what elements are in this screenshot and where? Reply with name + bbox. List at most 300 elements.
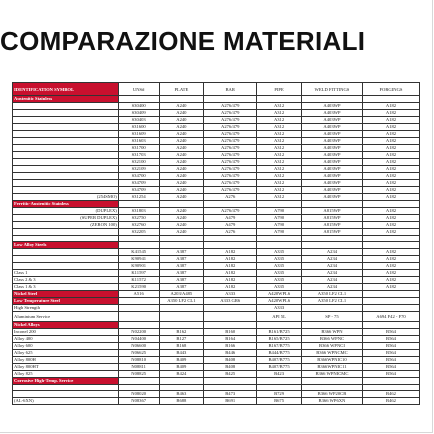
table-cell: A182 [362,131,419,138]
table-row [13,166,420,173]
table-row [13,263,420,270]
table-row [13,110,420,117]
table-cell [118,96,159,103]
header-forgings: FORGINGS [362,83,419,96]
table-cell: K21590 [118,284,159,291]
table-cell: N08020 [118,391,159,398]
section-label: Low Alloy Steels [13,242,119,249]
table-cell: A182 [362,208,419,215]
table-cell: B409 [159,364,204,371]
table-cell: B408 [204,364,257,371]
table-cell: A403WP [301,173,362,180]
table-cell: A276/479 [204,152,257,159]
table-cell [118,322,159,329]
table-cell [301,96,362,103]
table-cell: A182 [362,249,419,256]
table-cell: A276/479 [204,103,257,110]
table-cell: A234 [301,249,362,256]
table-row [13,391,420,398]
row-label [13,138,119,145]
table-cell: A387 [159,270,204,277]
table-cell: B164 [204,336,257,343]
table-cell: A240 [159,180,204,187]
table-cell: A234 [301,284,362,291]
materials-comparison-table [12,82,420,405]
row-label: Alloy 825 [13,371,119,378]
table-cell: N06600 [118,343,159,350]
row-label: High Strength [13,305,119,312]
section-label: Ferritic-Austenitic Stainless [13,201,119,208]
table-cell [257,378,302,385]
table-cell: A403WP [301,152,362,159]
table-row [13,329,420,336]
table-row [13,215,420,222]
table-row [13,305,420,312]
table-cell: A335 [257,284,302,291]
table-cell: A815WP [301,222,362,229]
row-label [13,103,119,110]
row-label: Alloy 600 [13,343,119,350]
section-label: Nickel Steel [13,291,119,298]
table-cell: A790 [257,208,302,215]
table-cell: A387 [159,263,204,270]
table-cell: A420WPL6 [257,298,302,305]
table-cell: A276/479 [204,110,257,117]
table-cell: A182 [362,187,419,194]
table-cell [159,312,204,322]
table-cell: N06625 [118,350,159,357]
header-pipe: PIPE [257,83,302,96]
table-cell: A403WP [301,194,362,201]
table-cell: K90941 [118,256,159,263]
table-cell [118,242,159,249]
table-cell [118,201,159,208]
table-section-row [13,201,420,208]
table-cell: A815WP [301,215,362,222]
row-label [13,131,119,138]
table-cell: A182 [204,263,257,270]
table-body [13,96,420,405]
table-cell: A403WP [301,124,362,131]
table-cell: A312 [257,173,302,180]
table-cell: A516 [118,291,159,298]
table-cell: S30409 [118,110,159,117]
table-cell: A312 [257,194,302,201]
table-cell: B691 [204,398,257,405]
table-cell: A276/479 [204,166,257,173]
table-cell: A403WP [301,180,362,187]
table-cell [159,242,204,249]
table-cell: A182 [362,103,419,110]
table-cell: N02200 [118,329,159,336]
table-cell: A240 [159,208,204,215]
table-cell: B564 [362,336,419,343]
table-cell: N08811 [118,364,159,371]
table-cell: A240 [159,187,204,194]
table-cell: B443 [159,350,204,357]
table-row [13,173,420,180]
table-cell: S31609 [118,131,159,138]
table-cell: A276/479 [204,124,257,131]
table-cell: S31254 [118,194,159,201]
header-weld-fittings: WELD FITTINGS [301,83,362,96]
table-cell: A182 [362,145,419,152]
table-cell: SP - 75 [301,312,362,322]
table-cell: K11572 [118,277,159,284]
table-cell: B463 [159,391,204,398]
table-cell: A182 [362,277,419,284]
row-label: (DUPLEX) [13,208,119,215]
table-cell: A276 [204,229,257,236]
table-row [13,364,420,371]
table-cell: S32109 [118,166,159,173]
table-cell: A182 [204,284,257,291]
row-label [13,173,119,180]
section-label: Nickel Alloys [13,322,119,329]
table-cell: S34709 [118,187,159,194]
table-cell: N08810 [118,357,159,364]
row-label [13,256,119,263]
table-cell: A182 [362,110,419,117]
table-cell: A333 GR6 [204,298,257,305]
table-cell: A240 [159,229,204,236]
table-cell [257,242,302,249]
table-cell: B564 [362,343,419,350]
table-cell: S30400 [118,103,159,110]
table-cell [257,322,302,329]
table-row [13,208,420,215]
row-label [13,117,119,124]
table-cell: B564 [362,350,419,357]
table-cell: A312 [257,124,302,131]
table-row [13,152,420,159]
table-cell: A312 [257,145,302,152]
table-cell: S32205 [118,229,159,236]
table-cell [362,378,419,385]
table-cell [204,305,257,312]
table-cell [257,96,302,103]
table-cell: B162 [159,329,204,336]
table-cell: B161/B725 [257,329,302,336]
table-cell [118,378,159,385]
table-cell: B408 [204,357,257,364]
table-row [13,117,420,124]
row-label: (ZERON 100) [13,222,119,229]
table-row [13,187,420,194]
table-cell: B425 [204,371,257,378]
table-cell: A240 [159,124,204,131]
header-plate: PLATE [159,83,204,96]
table-cell: B366 WPNCMC [301,350,362,357]
table-cell: A240 [159,152,204,159]
table-cell: A240 [159,131,204,138]
table-cell: A182 [204,277,257,284]
row-label [13,180,119,187]
table-row [13,371,420,378]
table-cell: A815WP [301,229,362,236]
table-cell: S31703 [118,152,159,159]
table-cell: A420WPL6 [257,291,302,298]
section-label: Low Temperature Steel [13,298,119,305]
table-cell: A350 LF2 CL1 [159,298,204,305]
table-cell: A694 F42 - F70 [362,312,419,322]
table-cell: A276/479 [204,145,257,152]
table-cell: A240 [159,110,204,117]
row-label: Alloy 800H [13,357,119,364]
table-row [13,229,420,236]
table-cell: A182 [362,256,419,263]
table-cell: A387 [159,249,204,256]
table-cell: B366WPNIC10 [301,357,362,364]
section-label: Corrosive High-Temp. Service [13,378,119,385]
table-cell: A387 [159,277,204,284]
table-cell: B462 [362,398,419,405]
table-row [13,180,420,187]
table-row [13,159,420,166]
table-cell: A234 [301,277,362,284]
table-row [13,194,420,201]
table-cell: B366 WPNC [301,336,362,343]
table-cell: B423 [257,371,302,378]
table-row [13,249,420,256]
table-cell: B366 WP20CB [301,391,362,398]
table-cell: A182 [204,249,257,256]
table-cell: A333 [204,291,257,298]
table-cell: A350 LF2 CL1 [301,298,362,305]
table-cell: A203/A485 [159,291,204,298]
table-cell [118,298,159,305]
table-cell [257,201,302,208]
table-cell: K11597 [118,270,159,277]
table-cell: A182 [362,229,419,236]
table-cell: A182 [362,152,419,159]
table-section-row [13,96,420,103]
table-section-row [13,298,420,305]
table-cell: A276/479 [204,159,257,166]
table-header-row [13,83,420,96]
table-cell [301,201,362,208]
table-row [13,256,420,263]
table-cell: A182 [362,284,419,291]
row-label [13,391,119,398]
row-label [13,145,119,152]
table-cell: A312 [257,117,302,124]
table-cell: B127 [159,336,204,343]
header-bar: BAR [204,83,257,96]
table-row [13,270,420,277]
table-cell: A276/479 [204,180,257,187]
table-cell: B167/B775 [257,343,302,350]
table-cell [118,312,159,322]
table-cell: A403WP [301,110,362,117]
row-label: Aluminium Service [13,312,119,322]
table-cell: A403WP [301,187,362,194]
table-cell: A182 [362,138,419,145]
table-cell [362,291,419,298]
materials-comparison-table-wrapper [12,82,420,405]
table-cell: A312 [257,180,302,187]
table-cell: A182 [362,117,419,124]
row-label: Alloy 400 [13,336,119,343]
table-cell: A182 [204,270,257,277]
table-cell: A312 [257,138,302,145]
table-cell: B166 [204,343,257,350]
table-cell: A335 [257,277,302,284]
table-cell: A387 [159,256,204,263]
table-cell: A276/479 [204,187,257,194]
table-cell: A182 [362,173,419,180]
table-cell: B407/B775 [257,364,302,371]
table-cell: A276/479 [204,117,257,124]
table-cell: A182 [362,263,419,270]
table-cell: A240 [159,145,204,152]
table-cell: B366 WPNCI [301,343,362,350]
page-title: COMPARAZIONE MATERIALI [0,26,366,56]
table-cell: A403WP [301,166,362,173]
table-cell [301,242,362,249]
table-cell: B564 [362,329,419,336]
row-label [13,110,119,117]
table-cell: A815WP [301,208,362,215]
table-cell: A335 [257,249,302,256]
table-cell: A276/479 [204,131,257,138]
table-cell: B165/B725 [257,336,302,343]
table-cell: B424 [159,371,204,378]
table-cell [362,96,419,103]
table-cell: N04400 [118,336,159,343]
table-row [13,343,420,350]
table-cell: A240 [159,215,204,222]
table-cell: K41545 [118,249,159,256]
row-label: Inconel 200 [13,329,119,336]
row-label: (AL-6XN) [13,398,119,405]
table-cell: A240 [159,222,204,229]
table-cell: A403WP [301,117,362,124]
table-row [13,357,420,364]
row-label [13,159,119,166]
table-cell: A276 [204,194,257,201]
row-label [13,229,119,236]
table-cell: A234 [301,256,362,263]
table-cell: A276/479 [204,138,257,145]
table-cell: A182 [362,222,419,229]
table-cell: B688 [159,398,204,405]
table-cell [362,201,419,208]
table-cell: B675 [257,398,302,405]
table-cell: A335 [257,256,302,263]
table-section-row [13,378,420,385]
table-cell [301,378,362,385]
table-row [13,131,420,138]
table-cell [159,96,204,103]
table-row [13,284,420,291]
table-cell: A240 [159,159,204,166]
table-cell [159,305,204,312]
table-row [13,277,420,284]
table-cell [362,242,419,249]
table-cell [301,322,362,329]
table-section-row [13,291,420,298]
table-cell: A479 [204,222,257,229]
table-row [13,312,420,322]
table-cell: A182 [362,166,419,173]
table-cell: A276/479 [204,173,257,180]
table-cell: B462 [362,391,419,398]
table-cell: B729 [257,391,302,398]
table-cell: S34709 [118,180,159,187]
table-cell [159,378,204,385]
table-cell: A403WP [301,145,362,152]
table-cell [118,305,159,312]
row-label: Alloy 800HT [13,364,119,371]
table-cell: A240 [159,173,204,180]
table-cell [204,201,257,208]
table-row [13,138,420,145]
table-cell: A182 [362,180,419,187]
row-label: Class 1 [13,270,119,277]
table-cell: A350 LF2 CL1 [301,291,362,298]
table-row [13,336,420,343]
table-row [13,103,420,110]
table-cell: B444/B775 [257,350,302,357]
table-cell: A403WP [301,103,362,110]
table-cell: A335 [257,263,302,270]
table-cell: A234 [301,270,362,277]
table-section-row [13,242,420,249]
table-cell: B366 WPN [301,329,362,336]
row-label [13,263,119,270]
table-cell: A312 [257,110,302,117]
table-cell: A182 [204,256,257,263]
table-cell: A240 [159,194,204,201]
table-cell: A403WP [301,159,362,166]
table-cell: A479 [204,215,257,222]
row-label [13,152,119,159]
table-cell [204,312,257,322]
row-label: Class 2 & 3 [13,277,119,284]
section-label: Austenitic Stainless [13,96,119,103]
table-cell: N08367 [118,398,159,405]
row-label [13,166,119,173]
table-cell: N08825 [118,371,159,378]
table-cell: S31603 [118,138,159,145]
table-cell: S30403 [118,117,159,124]
table-cell [301,305,362,312]
table-cell: S31600 [118,124,159,131]
row-label: Alloy 625 [13,350,119,357]
table-cell: S31700 [118,145,159,152]
table-section-row [13,322,420,329]
table-cell: A182 [362,124,419,131]
table-cell: B564 [362,371,419,378]
row-label [13,187,119,194]
table-row [13,398,420,405]
table-cell: B564 [362,357,419,364]
table-row [13,124,420,131]
table-cell: S32750 [118,215,159,222]
table-cell: A240 [159,117,204,124]
row-label: Class 1 & 3 [13,284,119,291]
table-cell: A240 [159,103,204,110]
table-cell: B366WPNIC11 [301,364,362,371]
table-cell: A790 [257,222,302,229]
table-cell: A403WP [301,131,362,138]
table-cell: A312 [257,159,302,166]
table-cell: A182 [362,270,419,277]
table-cell: B409 [159,357,204,364]
table-cell: B160 [204,329,257,336]
table-cell: S31803 [118,208,159,215]
